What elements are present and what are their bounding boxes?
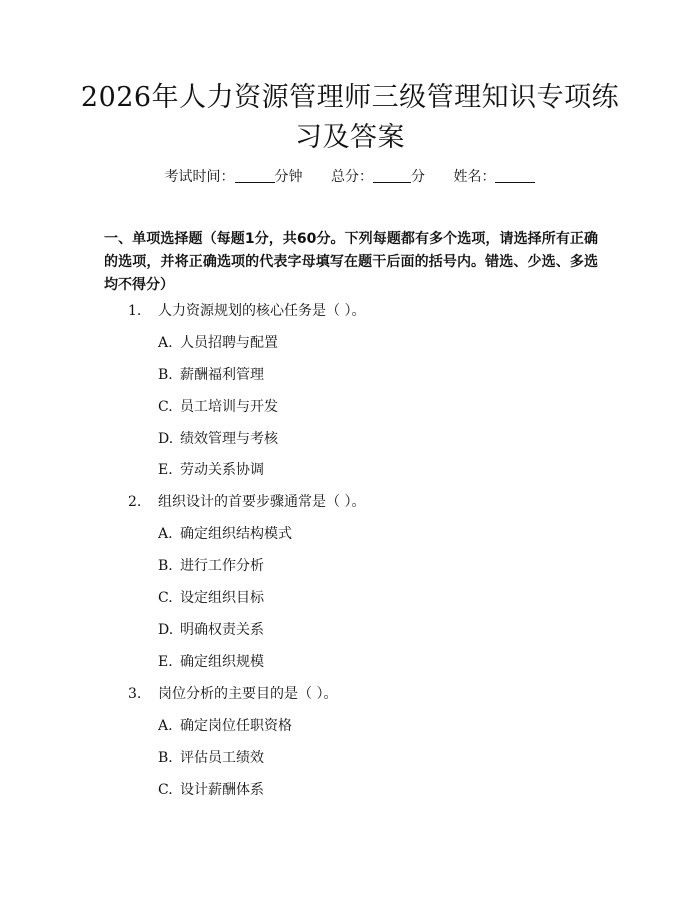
option-text: 绩效管理与考核 (180, 431, 278, 447)
exam-time-field (165, 166, 303, 188)
option-letter: B. (158, 750, 173, 766)
option-letter: A. (158, 718, 173, 734)
option-letter: E. (158, 462, 173, 478)
option-text: 人员招聘与配置 (180, 335, 278, 351)
question-2-option-e (158, 652, 264, 672)
option-text: 劳动关系协调 (180, 462, 264, 478)
option-letter: E. (158, 654, 173, 670)
question-2-option-a (158, 524, 292, 544)
question-2-option-c (158, 588, 264, 608)
option-text: 设定组织目标 (180, 590, 264, 606)
question-2-stem (128, 492, 365, 512)
option-letter: B. (158, 367, 173, 383)
question-2-option-d (158, 620, 264, 640)
section-header: 一、单项选择题（每题1分，共60分。下列每题都有多个选项，请选择所有正确的选项，并将正确选项的代表字母填写在题干后面的括号内。错选、少选、多选均不得分） (104, 231, 598, 293)
name-label: 姓名： (453, 169, 496, 185)
option-text: 确定组织规模 (180, 654, 264, 670)
question-1-option-a (158, 333, 278, 353)
question-1-option-e (158, 460, 264, 480)
option-text: 确定岗位任职资格 (180, 718, 292, 734)
question-text: 岗位分析的主要目的是（ ）。 (158, 686, 338, 702)
question-number: 2. (128, 494, 142, 510)
option-text: 薪酬福利管理 (180, 367, 264, 383)
option-letter: C. (158, 399, 173, 415)
option-letter: B. (158, 558, 173, 574)
exam-time-label: 考试时间： (164, 169, 235, 185)
option-text: 确定组织结构模式 (180, 526, 292, 542)
question-1-option-d (158, 429, 278, 449)
option-letter: A. (158, 526, 173, 542)
total-score-field (331, 166, 425, 188)
question-1-option-b (158, 365, 264, 385)
total-score-blank[interactable] (373, 168, 411, 183)
option-text: 员工培训与开发 (180, 399, 278, 415)
total-score-unit: 分 (411, 169, 425, 185)
question-2-option-b (158, 556, 264, 576)
exam-time-blank[interactable] (235, 168, 275, 183)
question-3-stem (128, 684, 337, 704)
option-letter: A. (158, 335, 173, 351)
option-text: 设计薪酬体系 (180, 782, 264, 798)
question-3-option-a (158, 716, 292, 736)
name-blank[interactable] (495, 168, 535, 183)
option-letter: C. (158, 590, 173, 606)
question-1-option-c (158, 397, 278, 417)
total-score-label: 总分： (331, 169, 373, 185)
question-3-option-c (158, 780, 264, 800)
question-text: 人力资源规划的核心任务是（ ）。 (158, 303, 366, 319)
question-3-option-b (158, 748, 264, 768)
question-text: 组织设计的首要步骤通常是（ ）。 (158, 494, 366, 510)
name-field (453, 166, 535, 188)
option-letter: D. (158, 431, 174, 447)
option-text: 进行工作分析 (180, 558, 264, 574)
question-number: 3. (128, 686, 142, 702)
option-text: 评估员工绩效 (180, 750, 264, 766)
option-text: 明确权责关系 (180, 622, 264, 638)
question-1-stem (128, 301, 365, 321)
option-letter: D. (158, 622, 174, 638)
document-title: 2026年人力资源管理师三级管理知识专项练习及答案 (80, 82, 620, 153)
option-letter: C. (158, 782, 173, 798)
exam-time-unit: 分钟 (274, 169, 303, 185)
exam-info-line (0, 166, 700, 188)
question-number: 1. (128, 303, 142, 319)
